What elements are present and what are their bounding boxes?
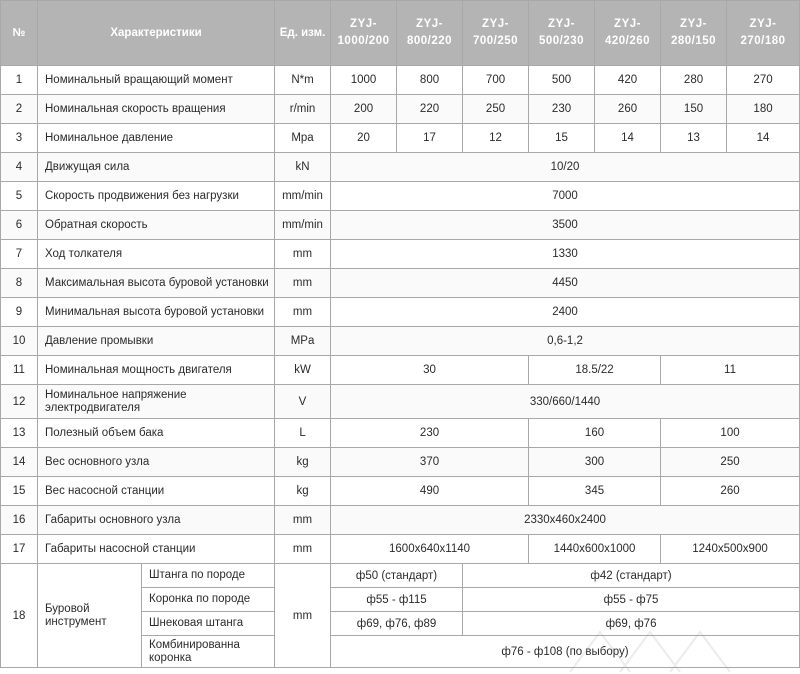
table-row [1,124,800,153]
cell-value: 17 [397,124,463,153]
row-label: Движущая сила [38,153,275,182]
cell-value: 250 [661,448,800,477]
header-model: ZYJ- 800/220 [397,1,463,66]
cell-value: 420 [595,66,661,95]
row-number: 13 [1,419,38,448]
row-label: Габариты насосной станции [38,535,275,564]
cell-value: 10/20 [331,153,800,182]
table-row [1,269,800,298]
table-row [1,298,800,327]
row-number: 12 [1,385,38,419]
table-row [1,95,800,124]
header-characteristics: Характеристики [38,1,275,66]
cell-value: 2400 [331,298,800,327]
cell-value: ф55 - ф75 [463,588,800,612]
row-number: 11 [1,356,38,385]
row-label: Номинальный вращающий момент [38,66,275,95]
row-number: 18 [1,564,38,668]
cell-value: 280 [661,66,727,95]
row-unit: mm/min [275,211,331,240]
row-number: 16 [1,506,38,535]
row-label: Номинальное напряжение электродвигателя [38,385,275,419]
header-model: ZYJ- 280/150 [661,1,727,66]
row-label: Вес основного узла [38,448,275,477]
cell-value: 330/660/1440 [331,385,800,419]
table-row [1,535,800,564]
row-number: 6 [1,211,38,240]
row-sublabel: Штанга по породе [142,564,275,588]
cell-value: 12 [463,124,529,153]
table-row [1,506,800,535]
cell-value: 160 [529,419,661,448]
cell-value: 260 [661,477,800,506]
cell-value: 4450 [331,269,800,298]
row-label: Номинальное давление [38,124,275,153]
row-label: Ход толкателя [38,240,275,269]
header-model: ZYJ- 1000/200 [331,1,397,66]
table-row [1,66,800,95]
row-number: 5 [1,182,38,211]
header-model: ZYJ- 270/180 [727,1,800,66]
table-row [1,385,800,419]
cell-value: ф42 (стандарт) [463,564,800,588]
cell-value: 260 [595,95,661,124]
row-unit: V [275,385,331,419]
table-row [1,153,800,182]
cell-value: 180 [727,95,800,124]
cell-value: 1240x500x900 [661,535,800,564]
table-row [1,356,800,385]
cell-value: ф55 - ф115 [331,588,463,612]
cell-value: 300 [529,448,661,477]
cell-value: 230 [529,95,595,124]
cell-value: 490 [331,477,529,506]
cell-value: 7000 [331,182,800,211]
row-unit: r/min [275,95,331,124]
header-model: ZYJ- 700/250 [463,1,529,66]
row-unit: mm/min [275,182,331,211]
row-label: Давление промывки [38,327,275,356]
cell-value: ф50 (стандарт) [331,564,463,588]
cell-value: 30 [331,356,529,385]
row-number: 15 [1,477,38,506]
cell-value: 700 [463,66,529,95]
table-row [1,564,800,588]
row-unit: kW [275,356,331,385]
cell-value: 1440x600x1000 [529,535,661,564]
table-row [1,240,800,269]
cell-value: 14 [727,124,800,153]
row-label: Вес насосной станции [38,477,275,506]
cell-value: 800 [397,66,463,95]
table-row [1,477,800,506]
cell-value: 1330 [331,240,800,269]
row-unit: Mpa [275,124,331,153]
row-number: 2 [1,95,38,124]
row-number: 8 [1,269,38,298]
cell-value: 2330x460x2400 [331,506,800,535]
row-unit: mm [275,535,331,564]
row-number: 7 [1,240,38,269]
row-unit: kN [275,153,331,182]
row-label: Номинальная мощность двигателя [38,356,275,385]
row-unit: L [275,419,331,448]
row-number: 3 [1,124,38,153]
row-unit: N*m [275,66,331,95]
header-row [1,1,800,66]
cell-value: 18.5/22 [529,356,661,385]
table-row [1,182,800,211]
cell-value: 230 [331,419,529,448]
table-row [1,211,800,240]
cell-value: 13 [661,124,727,153]
cell-value: 220 [397,95,463,124]
header-no: № [1,1,38,66]
row-unit: MPa [275,327,331,356]
row-label: Полезный объем бака [38,419,275,448]
cell-value: 1600x640x1140 [331,535,529,564]
row-sublabel: Шнековая штанга [142,612,275,636]
row-number: 10 [1,327,38,356]
table-row [1,448,800,477]
cell-value: 200 [331,95,397,124]
table-row [1,327,800,356]
cell-value: 270 [727,66,800,95]
row-sublabel: Коронка по породе [142,588,275,612]
cell-value: 14 [595,124,661,153]
row-unit: kg [275,477,331,506]
row-label: Минимальная высота буровой установки [38,298,275,327]
row-unit: mm [275,269,331,298]
table-row [1,419,800,448]
row-group-label: Буровой инструмент [38,564,142,668]
cell-value: 370 [331,448,529,477]
cell-value: 150 [661,95,727,124]
cell-value: ф76 - ф108 (по выбору) [331,636,800,668]
row-label: Максимальная высота буровой установки [38,269,275,298]
cell-value: 20 [331,124,397,153]
cell-value: 3500 [331,211,800,240]
row-number: 9 [1,298,38,327]
header-model: ZYJ- 420/260 [595,1,661,66]
cell-value: 1000 [331,66,397,95]
row-unit: mm [275,240,331,269]
cell-value: 100 [661,419,800,448]
cell-value: 15 [529,124,595,153]
row-unit: mm [275,564,331,668]
cell-value: 345 [529,477,661,506]
row-label: Номинальная скорость вращения [38,95,275,124]
header-unit: Ед. изм. [275,1,331,66]
row-number: 14 [1,448,38,477]
header-model: ZYJ- 500/230 [529,1,595,66]
cell-value: 500 [529,66,595,95]
cell-value: ф69, ф76, ф89 [331,612,463,636]
row-number: 4 [1,153,38,182]
cell-value: 0,6-1,2 [331,327,800,356]
row-label: Обратная скорость [38,211,275,240]
row-label: Скорость продвижения без нагрузки [38,182,275,211]
row-unit: mm [275,298,331,327]
row-sublabel: Комбинированна коронка [142,636,275,668]
row-number: 1 [1,66,38,95]
cell-value: 250 [463,95,529,124]
cell-value: ф69, ф76 [463,612,800,636]
row-number: 17 [1,535,38,564]
cell-value: 11 [661,356,800,385]
row-unit: kg [275,448,331,477]
row-unit: mm [275,506,331,535]
row-label: Габариты основного узла [38,506,275,535]
